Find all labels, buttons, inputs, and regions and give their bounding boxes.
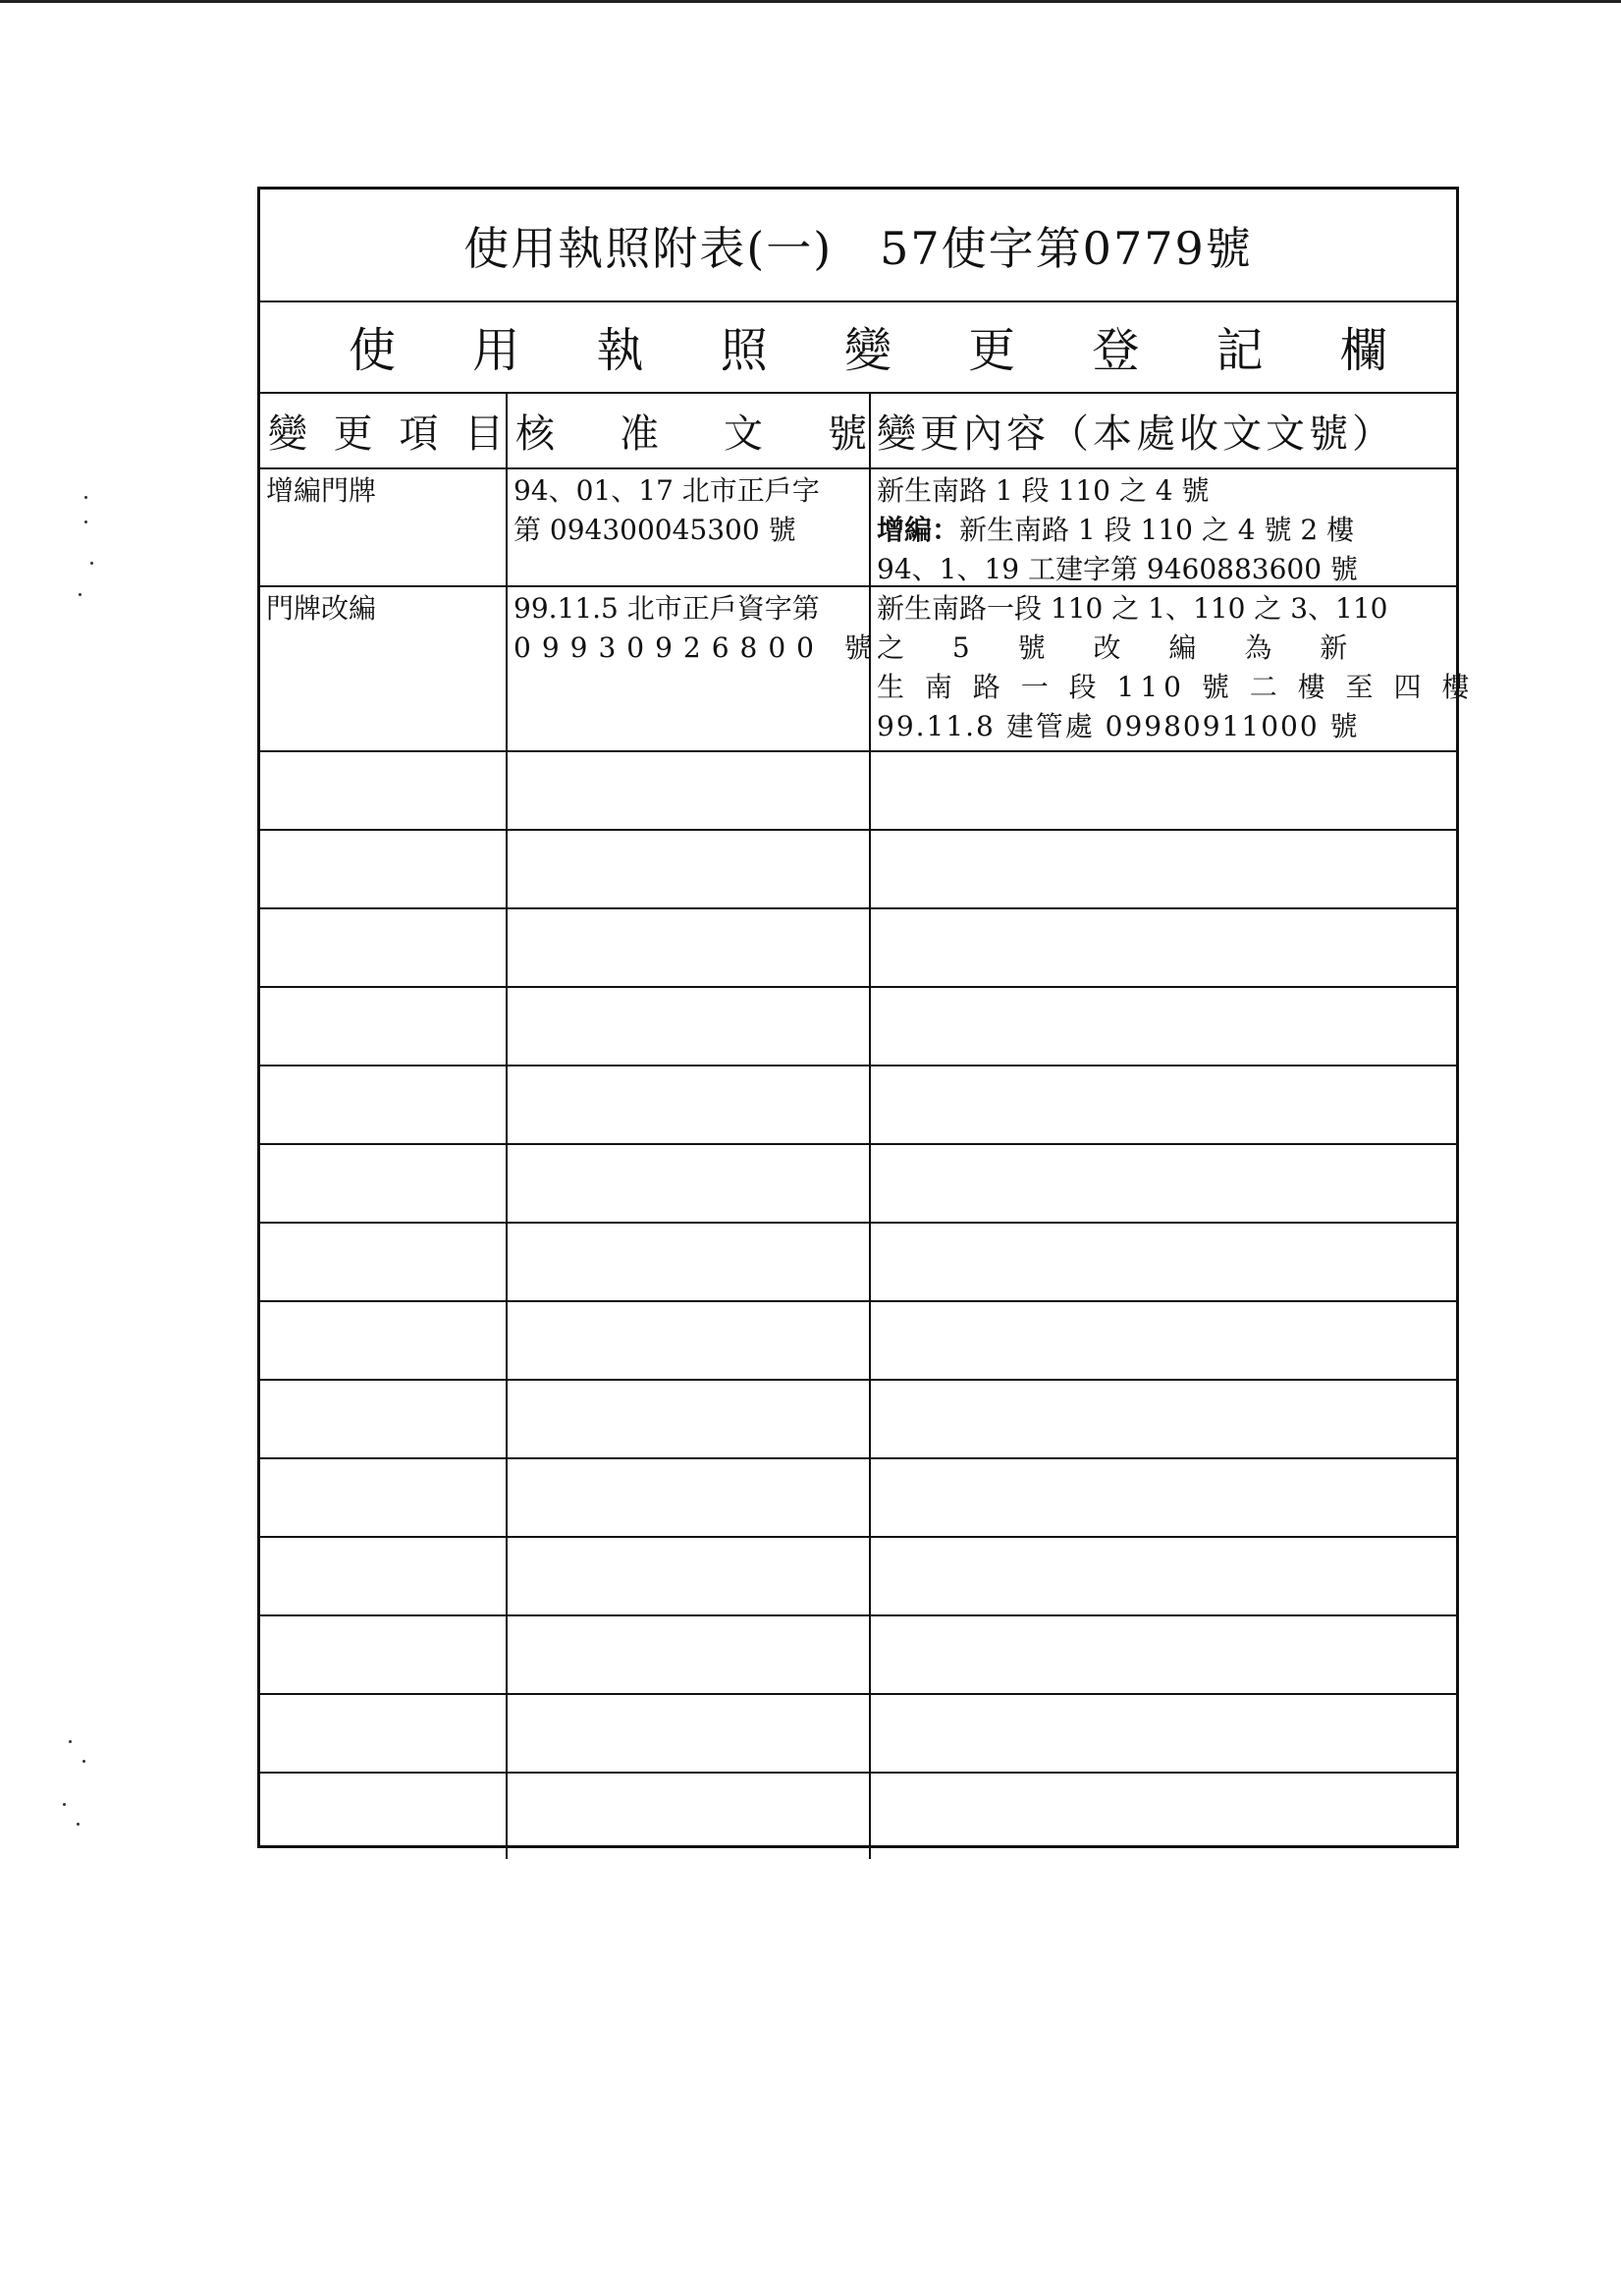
form-subtitle [260, 301, 1456, 394]
subtitle-char: 照 [720, 323, 768, 378]
empty-table-row [260, 829, 1456, 909]
subtitle-char: 登 [1092, 323, 1140, 378]
table-header [260, 394, 1456, 469]
empty-table-row [260, 1772, 1456, 1845]
subtitle-char: 用 [472, 323, 520, 378]
content-line: 生 南 路 一 段 110 號 二 樓 至 四 樓 [877, 671, 1476, 703]
empty-table-row [260, 1379, 1456, 1459]
header-char: 變 [268, 411, 307, 457]
subtitle-char: 更 [968, 323, 1016, 378]
scan-speck [82, 1760, 85, 1763]
subtitle-char: 記 [1216, 323, 1264, 378]
approval-line: 94、01、17 北市正戶字 [513, 474, 820, 507]
content-line: 之 5 號 改 編 為 新 [877, 631, 1348, 664]
scan-speck [79, 593, 81, 596]
header-char: 目 [463, 411, 504, 457]
empty-table-row [260, 1222, 1456, 1302]
row-approval [508, 467, 869, 550]
header-content: 變更內容（本處收文文號） [877, 411, 1395, 457]
row-content [871, 585, 1476, 746]
row-item: 增編門牌 [266, 474, 377, 507]
row-item: 門牌改編 [266, 592, 377, 625]
row-content [871, 467, 1456, 589]
content-line: 新生南路 1 段 110 之 4 號 [877, 474, 1210, 507]
header-char: 更 [333, 411, 373, 457]
scan-speck [77, 1823, 80, 1826]
empty-table-row [260, 1457, 1456, 1538]
header-char: 准 [620, 411, 659, 457]
header-char: 文 [724, 411, 763, 457]
scan-speck [90, 562, 93, 565]
table-row [260, 585, 1476, 752]
subtitle-char: 變 [843, 323, 892, 378]
empty-table-row [260, 907, 1456, 988]
approval-line: 09930926800 號 [513, 631, 883, 664]
content-line: 新生南路一段 110 之 1、110 之 3、110 [877, 592, 1388, 625]
header-char: 核 [515, 411, 555, 457]
scan-speck [84, 496, 87, 499]
table-row [260, 467, 1456, 587]
content-text: 新生南路 1 段 110 之 4 號 2 樓 [959, 514, 1355, 546]
empty-table-row [260, 1693, 1456, 1774]
scan-top-edge [0, 0, 1621, 3]
header-item [268, 394, 504, 467]
empty-table-row [260, 1300, 1456, 1381]
empty-table-row [260, 1614, 1456, 1695]
content-line [877, 511, 1450, 550]
scan-speck [69, 1740, 72, 1743]
empty-table-row [260, 1143, 1456, 1224]
header-char: 項 [399, 411, 439, 457]
subtitle-char: 使 [349, 323, 397, 378]
subtitle-char: 執 [596, 323, 644, 378]
content-line: 94、1、19 工建字第 9460883600 號 [877, 553, 1358, 585]
scan-speck [84, 520, 87, 523]
empty-table-row [260, 1065, 1456, 1145]
content-line: 99.11.8 建管處 09980911000 號 [877, 710, 1360, 742]
approval-line: 第 094300045300 號 [513, 514, 796, 546]
form-title: 使用執照附表(一) 57使字第0779號 [260, 190, 1456, 302]
subtitle-char: 欄 [1339, 323, 1387, 378]
empty-table-row [260, 1536, 1456, 1616]
row-approval [508, 585, 883, 668]
header-char: 號 [828, 411, 867, 457]
empty-table-row [260, 986, 1456, 1066]
content-prefix: 增編： [877, 514, 960, 546]
empty-table-row [260, 750, 1456, 831]
header-approval [515, 394, 867, 467]
scan-speck [63, 1803, 66, 1806]
approval-line: 99.11.5 北市正戶資字第 [513, 592, 820, 625]
license-attachment-form [257, 187, 1476, 1848]
